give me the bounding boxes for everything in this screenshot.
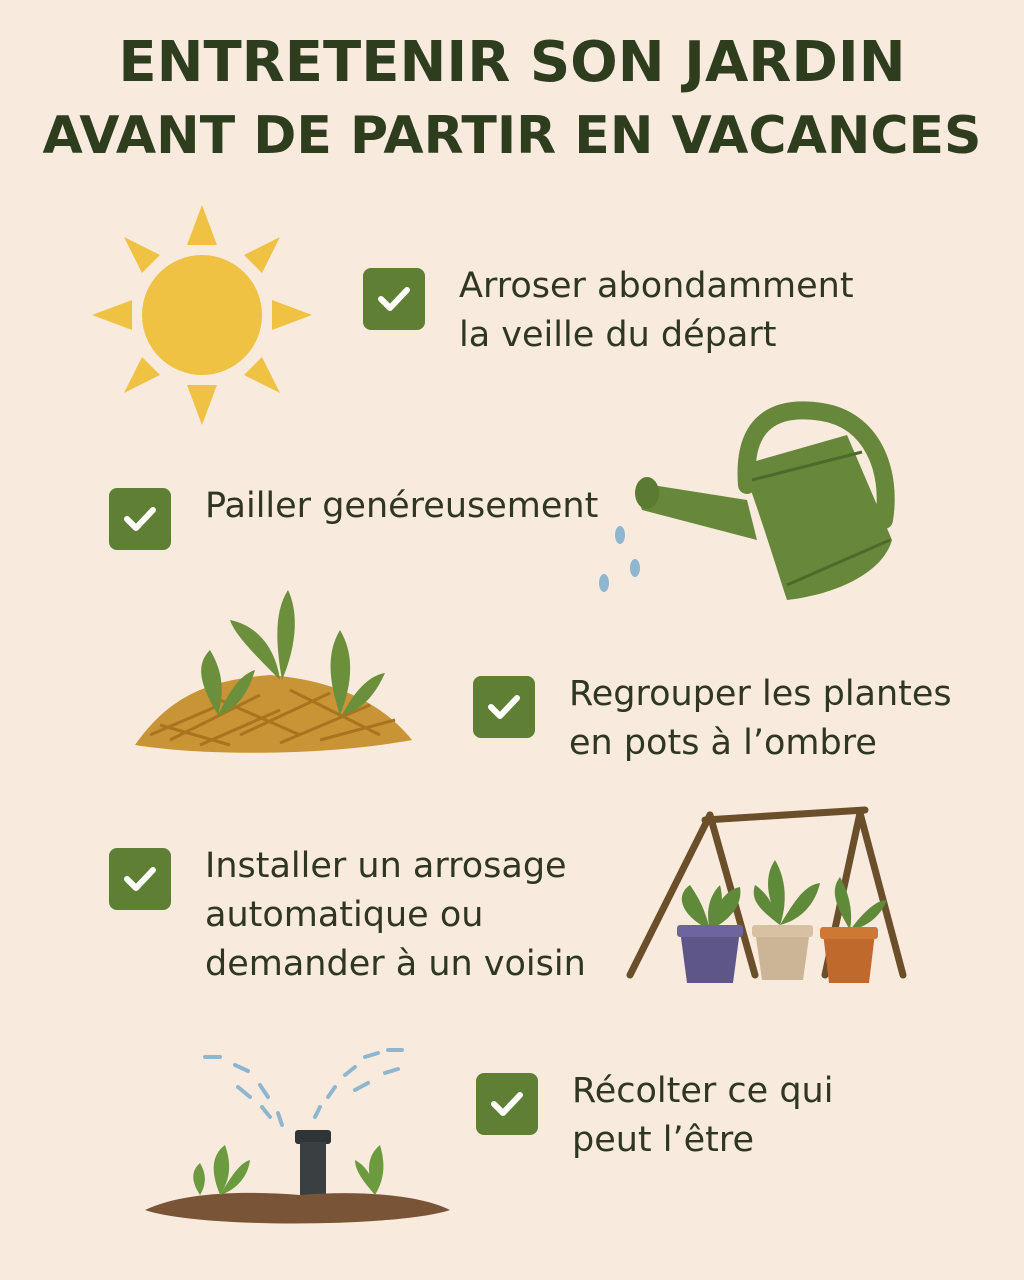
checklist-item-harvest [476, 1073, 833, 1165]
checkmark-icon [363, 268, 425, 330]
checklist-item-irrigation [109, 848, 586, 989]
checkmark-icon [109, 488, 171, 550]
page-title-line-1: ENTRETENIR SON JARDIN [118, 30, 906, 95]
checklist-item-label: Regrouper les plantes en pots à l’ombre [569, 674, 952, 763]
sun-icon [92, 205, 312, 425]
watering-can-icon [592, 390, 912, 610]
checklist-item-mulch [109, 488, 598, 550]
sprinkler-icon [140, 1045, 455, 1230]
checkmark-icon [476, 1073, 538, 1135]
checklist-item-label: Arroser abondamment la veille du départ [459, 266, 854, 355]
potted-plants-shelter-icon [625, 805, 910, 985]
checklist-item-water [363, 268, 854, 360]
checklist-item-label: Installer un arrosage automatique ou demander à un voisin [205, 846, 586, 984]
checklist-item-group-pots [473, 676, 952, 768]
checklist-item-label: Récolter ce qui peut l’être [572, 1071, 834, 1160]
checkmark-icon [109, 848, 171, 910]
page-title-line-2: AVANT DE PARTIR EN VACANCES [42, 106, 982, 166]
checkmark-icon [473, 676, 535, 738]
mulch-plants-icon [130, 585, 415, 760]
checklist-item-label: Pailler genéreusement [205, 486, 599, 526]
